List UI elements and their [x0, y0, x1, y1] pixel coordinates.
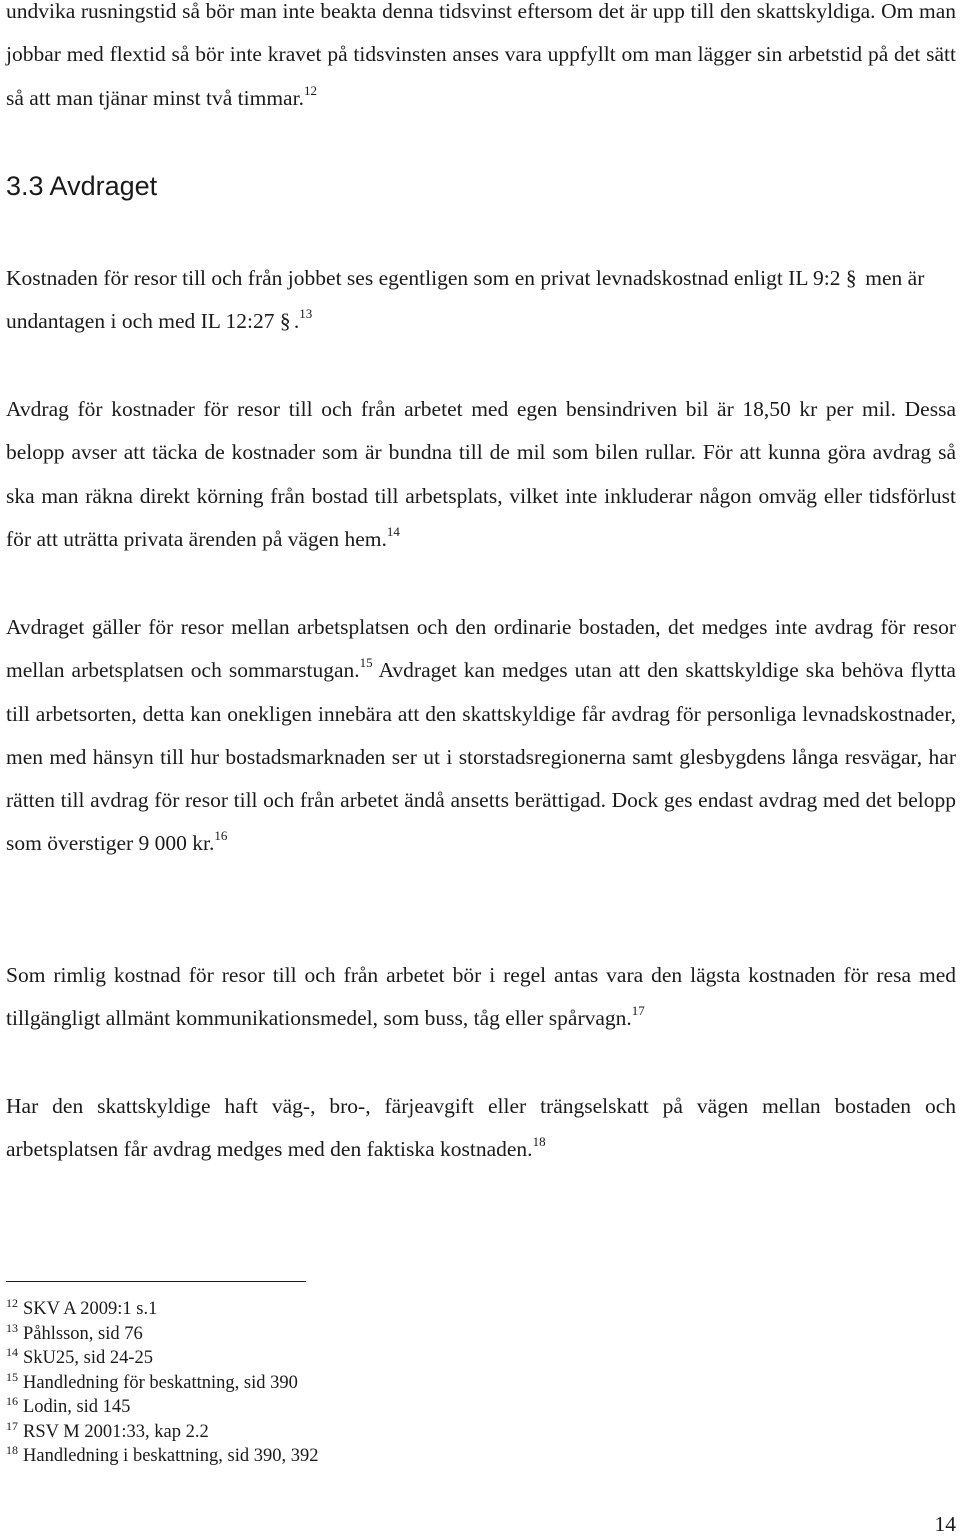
footnote-number: 18: [6, 1443, 18, 1457]
footnote-18: [6, 1444, 606, 1469]
paragraph-3-text-a: Avdraget gäller för resor mellan arbetsplatsen och den ordinarie bostaden, det medges inte avdrag för resor mellan arbetsplatsen och sommarstugan.: [6, 615, 956, 683]
paragraph-3: [6, 606, 956, 866]
paragraph-5: [6, 1085, 956, 1172]
footnote-number: 13: [6, 1320, 18, 1335]
footnote-number: 12: [6, 1296, 18, 1310]
paragraph-2-text: Avdrag för kostnader för resor till och från arbetet med egen bensindriven bil är 18,50 kr per mil. Dessa belopp avser att täcka de kostnader som är bundna till de mil som bilen rullar. För att kunna göra avdrag så ska man räkna direkt körning från bostad till arbetsplats, vilket inte inkluderar någon omväg eller tidsförlust för att uträtta privata ärenden på vägen hem.: [6, 397, 956, 551]
footnote-17: [6, 1420, 606, 1445]
footnote-13: [6, 1322, 606, 1347]
footnote-number: 15: [6, 1369, 18, 1384]
footnote-15: [6, 1371, 606, 1396]
footnote-text: SKV A 2009:1 s.1: [23, 1299, 158, 1319]
section-heading: 3.3 Avdraget: [6, 171, 158, 201]
paragraph-4: [6, 954, 956, 1041]
paragraph-3-text-b: Avdraget kan medges utan att den skattskyldige ska behöva flytta till arbetsorten, detta kan onekligen innebära att den skattskyldige får avdrag för personliga levnadskostnader, men med hänsyn till hur bostadsmarknaden ser ut i storstadsregionerna samt glesbygdens långa resvägar, har rätten till avdrag för resor till och från arbetet ändå ansetts berättigad. Dock ges endast avdrag med det belopp som överstiger 9 000 kr.: [6, 658, 956, 856]
footnote-number: 16: [6, 1394, 18, 1408]
footnote-text: Lodin, sid 145: [23, 1397, 131, 1417]
paragraph-1-text-before: Kostnaden för resor till och från jobbet ses egentligen som en privat levnadskostnad enligt IL 9:2: [6, 266, 841, 290]
section-symbol: §: [845, 266, 857, 290]
footnote-text: Handledning för beskattning, sid 390: [23, 1372, 298, 1393]
footnote-16: [6, 1395, 606, 1420]
footnote-text: RSV M 2001:33, kap 2.2: [23, 1421, 209, 1442]
footnote-text: SkU25, sid 24-25: [23, 1348, 154, 1368]
footnote-ref-13[interactable]: 13: [299, 306, 313, 322]
footnote-text: Handledning i beskattning, sid 390, 392: [23, 1446, 319, 1466]
footnote-ref-14[interactable]: 14: [386, 523, 400, 539]
footnote-ref-12[interactable]: 12: [303, 82, 317, 98]
paragraph-2: [6, 388, 956, 561]
intro-text: undvika rusningstid så bör man inte beakta denna tidsvinst eftersom det är upp till den skattskyldiga. Om man jobbar med flextid så bör inte kravet på tidsvinsten anses vara uppfyllt om man lägger sin arbetstid på det sätt så att man tjänar minst två timmar.: [6, 0, 956, 110]
footnote-ref-18[interactable]: 18: [532, 1134, 546, 1150]
paragraph-1: Kostnaden för resor till och från jobbet ses egentligen som en privat levnadskostnad enligt IL 9:2 § men är undantagen i och med IL 12:27 § .$^{13}$: [6, 257, 956, 344]
intro-paragraph: [6, 0, 956, 120]
footnote-number: 14: [6, 1345, 18, 1359]
paragraph-1-text-middle: men är undantagen i och med IL 12:27: [6, 266, 925, 334]
footnote-ref-17[interactable]: 17: [631, 1003, 645, 1019]
section-symbol-2: §: [279, 309, 291, 334]
footnote-text: Påhlsson, sid 76: [23, 1323, 143, 1344]
footnote-separator: [6, 1281, 306, 1282]
page-number: 14: [934, 1512, 956, 1536]
footnote-14: [6, 1346, 606, 1371]
paragraph-5-text: Har den skattskyldige haft väg-, bro-, färjeavgift eller trängselskatt på vägen mellan bostaden och arbetsplatsen får avdrag medges med den faktiska kostnaden.: [6, 1094, 956, 1162]
footnote-ref-15[interactable]: 15: [359, 655, 373, 671]
footnotes: [6, 1297, 606, 1469]
footnote-12: [6, 1297, 606, 1322]
footnote-number: 17: [6, 1418, 18, 1433]
footnote-ref-16[interactable]: 16: [214, 828, 228, 844]
paragraph-4-text: Som rimlig kostnad för resor till och från arbetet bör i regel antas vara den lägsta kostnaden för resa med tillgängligt allmänt kommunikationsmedel, som buss, tåg eller spårvagn.: [6, 963, 956, 1031]
